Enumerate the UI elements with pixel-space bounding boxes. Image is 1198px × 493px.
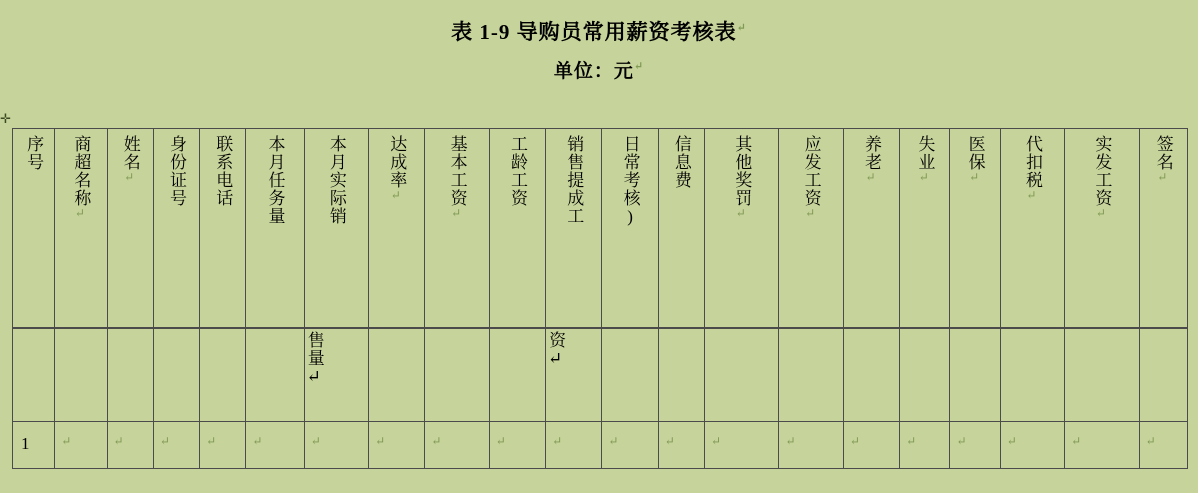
paragraph-mark-icon: ↵ xyxy=(1095,206,1107,220)
header-label: 代扣税↵ xyxy=(1022,135,1042,202)
table-header-cell xyxy=(107,129,153,329)
paragraph-mark-icon: ↵ xyxy=(969,170,981,184)
table-header-cell xyxy=(843,129,899,329)
table-overflow-cell xyxy=(602,328,658,422)
table-row[interactable] xyxy=(13,422,1188,469)
paragraph-mark-icon: ↵ xyxy=(735,206,747,220)
page-title xyxy=(0,0,1198,46)
paragraph-mark-icon: ↵ xyxy=(711,434,722,448)
page-subtitle-text: 单位：元 xyxy=(553,61,634,82)
paragraph-mark-icon: ↵ xyxy=(736,22,747,34)
table-overflow-cell xyxy=(900,328,950,422)
paragraph-mark-icon: ↵ xyxy=(865,170,877,184)
table-header-cell xyxy=(602,129,658,329)
paragraph-mark-icon: ↵ xyxy=(552,434,563,448)
table-overflow-cell xyxy=(304,328,368,422)
table-cell[interactable] xyxy=(153,422,199,469)
header-label: 应发工资↵ xyxy=(801,135,821,220)
table-header-row xyxy=(13,129,1188,329)
header-label: 商超名称↵ xyxy=(71,135,91,220)
table-header-cell xyxy=(13,129,55,329)
table-header-cell xyxy=(658,129,704,329)
header-label: 工龄工资 xyxy=(507,135,527,207)
header-label: 本月实际销 xyxy=(326,135,346,225)
page-subtitle xyxy=(0,46,1198,83)
paragraph-mark-icon: ↵ xyxy=(124,170,136,184)
paragraph-mark-icon: ↵ xyxy=(495,434,506,448)
header-label: 联系电话 xyxy=(213,135,233,207)
paragraph-mark-icon: ↵ xyxy=(206,434,217,448)
header-label: 基本工资↵ xyxy=(447,135,467,220)
paragraph-mark-icon: ↵ xyxy=(74,206,86,220)
header-label: 达成率↵ xyxy=(387,135,407,202)
paragraph-mark-icon: ↵ xyxy=(956,434,967,448)
table-header-cell xyxy=(153,129,199,329)
paragraph-mark-icon: ↵ xyxy=(906,434,917,448)
table-cell[interactable] xyxy=(304,422,368,469)
table-cell[interactable] xyxy=(55,422,107,469)
table-cell[interactable] xyxy=(425,422,489,469)
table-header-cell xyxy=(1000,129,1064,329)
paragraph-mark-icon: ↵ xyxy=(1157,170,1169,184)
paragraph-mark-icon: ↵ xyxy=(431,434,442,448)
paragraph-mark-icon: ↵ xyxy=(1145,434,1156,448)
table-overflow-cell xyxy=(153,328,199,422)
table-cell[interactable] xyxy=(369,422,425,469)
paragraph-mark-icon: ↵ xyxy=(785,434,796,448)
table-cell[interactable] xyxy=(1000,422,1064,469)
overflow-label: 售量↵ xyxy=(304,331,324,388)
salary-assessment-table xyxy=(12,128,1188,469)
table-overflow-cell xyxy=(425,328,489,422)
paragraph-mark-icon: ↵ xyxy=(1006,434,1017,448)
overflow-label: 资↵ xyxy=(546,331,566,370)
table-header-cell xyxy=(425,129,489,329)
page-title-text: 表 1-9 导购员常用薪资考核表 xyxy=(451,20,737,44)
table-overflow-cell xyxy=(658,328,704,422)
paragraph-mark-icon: ↵ xyxy=(113,434,124,448)
header-label: 本月任务量 xyxy=(265,135,285,225)
table-header-cell xyxy=(950,129,1000,329)
table-header-cell xyxy=(705,129,779,329)
paragraph-mark-icon: ↵ xyxy=(1026,188,1038,202)
table-cell[interactable] xyxy=(200,422,246,469)
table-header-cell xyxy=(246,129,304,329)
table-move-handle-icon[interactable]: ✛ xyxy=(0,111,11,126)
table-overflow-cell xyxy=(489,328,545,422)
table-cell[interactable] xyxy=(107,422,153,469)
paragraph-mark-icon: ↵ xyxy=(1071,434,1082,448)
table-overflow-cell xyxy=(843,328,899,422)
table-header-cell xyxy=(489,129,545,329)
paragraph-mark-icon: ↵ xyxy=(451,206,463,220)
table-cell[interactable] xyxy=(1065,422,1139,469)
paragraph-mark-icon: ↵ xyxy=(61,434,72,448)
table-cell[interactable] xyxy=(900,422,950,469)
paragraph-mark-icon: ↵ xyxy=(805,206,817,220)
paragraph-mark-icon: ↵ xyxy=(608,434,619,448)
table-overflow-cell xyxy=(107,328,153,422)
header-label: 信息费 xyxy=(671,135,691,189)
table-cell[interactable] xyxy=(1139,422,1187,469)
table-header-cell xyxy=(55,129,107,329)
header-label: 失业↵ xyxy=(915,135,935,184)
table-overflow-row xyxy=(13,328,1188,422)
paragraph-mark-icon: ↵ xyxy=(375,434,386,448)
paragraph-mark-icon: ↵ xyxy=(849,434,860,448)
header-label: 签名↵ xyxy=(1153,135,1173,184)
table-header-cell xyxy=(546,129,602,329)
table-overflow-cell xyxy=(546,328,602,422)
header-label: 其他奖罚↵ xyxy=(732,135,752,220)
header-label: 姓名↵ xyxy=(120,135,140,184)
header-label: 实发工资↵ xyxy=(1092,135,1112,220)
table-overflow-cell xyxy=(950,328,1000,422)
table-overflow-cell xyxy=(1065,328,1139,422)
table-overflow-cell xyxy=(1139,328,1187,422)
table-overflow-cell xyxy=(13,328,55,422)
table-grid xyxy=(12,128,1188,469)
header-label: 身份证号 xyxy=(166,135,186,207)
table-cell[interactable] xyxy=(489,422,545,469)
table-header-cell xyxy=(779,129,843,329)
paragraph-mark-icon: ↵ xyxy=(633,60,645,73)
table-cell[interactable] xyxy=(843,422,899,469)
table-header-cell xyxy=(900,129,950,329)
table-overflow-cell xyxy=(369,328,425,422)
paragraph-mark-icon: ↵ xyxy=(918,170,930,184)
table-header-cell xyxy=(304,129,368,329)
header-label: 养老↵ xyxy=(862,135,881,184)
table-overflow-cell xyxy=(246,328,304,422)
table-cell[interactable] xyxy=(13,422,55,469)
cell-value: 1 xyxy=(21,434,30,453)
table-header-cell xyxy=(1065,129,1139,329)
table-overflow-cell xyxy=(55,328,107,422)
table-overflow-cell xyxy=(779,328,843,422)
header-label: 日常考核) xyxy=(620,135,640,227)
table-cell[interactable] xyxy=(546,422,602,469)
table-overflow-cell xyxy=(1000,328,1064,422)
table-overflow-cell xyxy=(200,328,246,422)
paragraph-mark-icon: ↵ xyxy=(664,434,675,448)
table-header-cell xyxy=(1139,129,1187,329)
table-cell[interactable] xyxy=(705,422,779,469)
header-label: 序号 xyxy=(24,135,44,171)
table-overflow-cell xyxy=(705,328,779,422)
header-label: 医保↵ xyxy=(965,135,985,184)
paragraph-mark-icon: ↵ xyxy=(390,188,402,202)
paragraph-mark-icon: ↵ xyxy=(252,434,263,448)
paragraph-mark-icon: ↵ xyxy=(159,434,170,448)
table-cell[interactable] xyxy=(779,422,843,469)
table-header-cell xyxy=(200,129,246,329)
table-cell[interactable] xyxy=(602,422,658,469)
table-cell[interactable] xyxy=(246,422,304,469)
table-cell[interactable] xyxy=(950,422,1000,469)
table-header-cell xyxy=(369,129,425,329)
table-cell[interactable] xyxy=(658,422,704,469)
paragraph-mark-icon: ↵ xyxy=(310,434,321,448)
header-label: 销售提成工 xyxy=(564,135,584,225)
